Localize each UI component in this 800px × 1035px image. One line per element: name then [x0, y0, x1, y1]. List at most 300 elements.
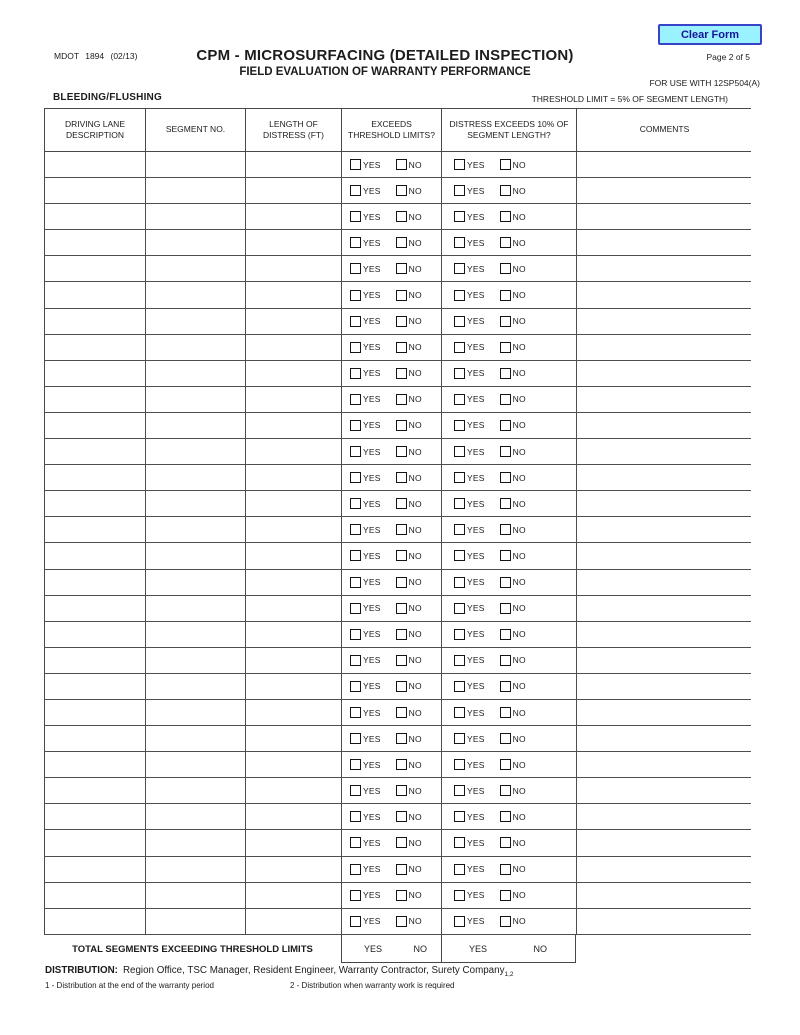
segment-no-field[interactable]: [145, 596, 245, 621]
distress-exceeds-yes-checkbox[interactable]: [454, 263, 465, 274]
exceeds-threshold-no-checkbox[interactable]: [396, 185, 407, 196]
distress-exceeds-no-checkbox[interactable]: [500, 707, 511, 718]
distress-exceeds-no-checkbox[interactable]: [500, 890, 511, 901]
distress-exceeds-no-checkbox[interactable]: [500, 185, 511, 196]
distress-exceeds-yes-checkbox[interactable]: [454, 524, 465, 535]
length-of-distress-field[interactable]: [245, 622, 341, 647]
exceeds-threshold-no-checkbox[interactable]: [396, 290, 407, 301]
comments-field[interactable]: [576, 282, 752, 307]
length-of-distress-field[interactable]: [245, 648, 341, 673]
driving-lane-field[interactable]: [45, 752, 145, 777]
comments-field[interactable]: [576, 309, 752, 334]
distress-exceeds-no-checkbox[interactable]: [500, 263, 511, 274]
exceeds-threshold-yes-checkbox[interactable]: [350, 837, 361, 848]
distress-exceeds-no-checkbox[interactable]: [500, 498, 511, 509]
comments-field[interactable]: [576, 674, 752, 699]
comments-field[interactable]: [576, 204, 752, 229]
driving-lane-field[interactable]: [45, 700, 145, 725]
driving-lane-field[interactable]: [45, 439, 145, 464]
distress-exceeds-yes-checkbox[interactable]: [454, 864, 465, 875]
exceeds-threshold-yes-group: [350, 290, 381, 301]
distress-exceeds-yes-checkbox[interactable]: [454, 420, 465, 431]
length-of-distress-field[interactable]: [245, 752, 341, 777]
length-of-distress-field[interactable]: [245, 804, 341, 829]
driving-lane-field[interactable]: [45, 413, 145, 438]
distress-exceeds-no-group: [500, 890, 526, 901]
exceeds-threshold-yes-checkbox[interactable]: [350, 550, 361, 561]
exceeds-threshold-yes-group: [350, 498, 381, 509]
distress-exceeds-yes-group: [454, 655, 485, 666]
distress-exceeds-yes-checkbox[interactable]: [454, 446, 465, 457]
exceeds-threshold-no-checkbox[interactable]: [396, 655, 407, 666]
exceeds-threshold-yes-checkbox[interactable]: [350, 707, 361, 718]
distress-exceeds-yes-checkbox[interactable]: [454, 237, 465, 248]
no-label: NO: [408, 446, 422, 457]
length-of-distress-field[interactable]: [245, 309, 341, 334]
exceeds-threshold-yes-checkbox[interactable]: [350, 916, 361, 927]
comments-field[interactable]: [576, 778, 752, 803]
comments-field[interactable]: [576, 387, 752, 412]
segment-no-field[interactable]: [145, 178, 245, 203]
distress-exceeds-yes-checkbox[interactable]: [454, 316, 465, 327]
distress-exceeds-yes-checkbox[interactable]: [454, 681, 465, 692]
distress-exceeds-no-checkbox[interactable]: [500, 655, 511, 666]
length-of-distress-field[interactable]: [245, 830, 341, 855]
distress-exceeds-no-checkbox[interactable]: [500, 316, 511, 327]
distress-exceeds-yes-checkbox[interactable]: [454, 759, 465, 770]
length-of-distress-field[interactable]: [245, 282, 341, 307]
exceeds-threshold-yes-checkbox[interactable]: [350, 759, 361, 770]
segment-no-field[interactable]: [145, 804, 245, 829]
comments-field[interactable]: [576, 752, 752, 777]
length-of-distress-field[interactable]: [245, 387, 341, 412]
exceeds-threshold-no-checkbox[interactable]: [396, 681, 407, 692]
distress-exceeds-no-checkbox[interactable]: [500, 159, 511, 170]
length-of-distress-field[interactable]: [245, 413, 341, 438]
driving-lane-field[interactable]: [45, 883, 145, 908]
exceeds-threshold-no-checkbox[interactable]: [396, 629, 407, 640]
segment-no-field[interactable]: [145, 674, 245, 699]
distress-exceeds-yes-checkbox[interactable]: [454, 368, 465, 379]
distress-exceeds-no-checkbox[interactable]: [500, 916, 511, 927]
distress-exceeds-yes-checkbox[interactable]: [454, 733, 465, 744]
length-of-distress-field[interactable]: [245, 674, 341, 699]
distress-exceeds-yes-checkbox[interactable]: [454, 916, 465, 927]
no-label: NO: [512, 446, 526, 457]
segment-no-field[interactable]: [145, 517, 245, 542]
distress-exceeds-yes-checkbox[interactable]: [454, 629, 465, 640]
length-of-distress-field[interactable]: [245, 465, 341, 490]
distress-exceeds-cell: [441, 282, 576, 307]
driving-lane-field[interactable]: [45, 204, 145, 229]
exceeds-threshold-yes-checkbox[interactable]: [350, 524, 361, 535]
no-label: NO: [408, 185, 422, 196]
yes-label: YES: [363, 603, 381, 614]
driving-lane-field[interactable]: [45, 543, 145, 568]
exceeds-threshold-no-checkbox[interactable]: [396, 420, 407, 431]
comments-field[interactable]: [576, 596, 752, 621]
comments-field[interactable]: [576, 361, 752, 386]
comments-field[interactable]: [576, 517, 752, 542]
length-of-distress-field[interactable]: [245, 596, 341, 621]
exceeds-threshold-yes-checkbox[interactable]: [350, 368, 361, 379]
exceeds-threshold-yes-checkbox[interactable]: [350, 498, 361, 509]
driving-lane-field[interactable]: [45, 387, 145, 412]
no-label: NO: [408, 864, 422, 875]
distress-exceeds-yes-checkbox[interactable]: [454, 472, 465, 483]
distress-exceeds-no-checkbox[interactable]: [500, 368, 511, 379]
exceeds-threshold-yes-checkbox[interactable]: [350, 785, 361, 796]
driving-lane-field[interactable]: [45, 282, 145, 307]
length-of-distress-field[interactable]: [245, 152, 341, 177]
driving-lane-field[interactable]: [45, 648, 145, 673]
comments-field[interactable]: [576, 804, 752, 829]
length-of-distress-field[interactable]: [245, 517, 341, 542]
yes-label: YES: [363, 237, 381, 248]
distress-exceeds-yes-checkbox[interactable]: [454, 211, 465, 222]
exceeds-threshold-yes-checkbox[interactable]: [350, 159, 361, 170]
driving-lane-field[interactable]: [45, 491, 145, 516]
driving-lane-field[interactable]: [45, 622, 145, 647]
distress-exceeds-cell: [441, 204, 576, 229]
comments-field[interactable]: [576, 230, 752, 255]
exceeds-threshold-no-checkbox[interactable]: [396, 837, 407, 848]
yes-label: YES: [363, 316, 381, 327]
distress-exceeds-no-checkbox[interactable]: [500, 811, 511, 822]
yes-label: YES: [363, 550, 381, 561]
distress-exceeds-no-checkbox[interactable]: [500, 446, 511, 457]
length-of-distress-field[interactable]: [245, 857, 341, 882]
length-of-distress-field[interactable]: [245, 178, 341, 203]
comments-field[interactable]: [576, 857, 752, 882]
comments-field[interactable]: [576, 335, 752, 360]
exceeds-threshold-yes-checkbox[interactable]: [350, 472, 361, 483]
no-label: NO: [408, 681, 422, 692]
distress-exceeds-no-group: [500, 916, 526, 927]
driving-lane-field[interactable]: [45, 674, 145, 699]
segment-no-field[interactable]: [145, 752, 245, 777]
exceeds-threshold-no-checkbox[interactable]: [396, 263, 407, 274]
segment-no-field[interactable]: [145, 465, 245, 490]
distress-exceeds-no-checkbox[interactable]: [500, 290, 511, 301]
length-of-distress-field[interactable]: [245, 883, 341, 908]
exceeds-threshold-no-checkbox[interactable]: [396, 916, 407, 927]
exceeds-threshold-no-checkbox[interactable]: [396, 864, 407, 875]
comments-field[interactable]: [576, 465, 752, 490]
exceeds-threshold-no-checkbox[interactable]: [396, 159, 407, 170]
total-exceeds-threshold-cell: [341, 935, 441, 963]
exceeds-threshold-yes-checkbox[interactable]: [350, 342, 361, 353]
distress-exceeds-yes-checkbox[interactable]: [454, 290, 465, 301]
yes-label: YES: [363, 916, 381, 927]
length-of-distress-field[interactable]: [245, 570, 341, 595]
exceeds-threshold-yes-group: [350, 785, 381, 796]
driving-lane-field[interactable]: [45, 778, 145, 803]
exceeds-threshold-no-checkbox[interactable]: [396, 342, 407, 353]
exceeds-threshold-no-checkbox[interactable]: [396, 524, 407, 535]
distress-exceeds-no-checkbox[interactable]: [500, 733, 511, 744]
segment-no-field[interactable]: [145, 230, 245, 255]
exceeds-threshold-yes-checkbox[interactable]: [350, 890, 361, 901]
distress-exceeds-yes-checkbox[interactable]: [454, 837, 465, 848]
segment-no-field[interactable]: [145, 282, 245, 307]
distress-exceeds-yes-checkbox[interactable]: [454, 785, 465, 796]
exceeds-threshold-no-checkbox[interactable]: [396, 211, 407, 222]
yes-label: YES: [363, 368, 381, 379]
distress-exceeds-no-checkbox[interactable]: [500, 577, 511, 588]
length-of-distress-field[interactable]: [245, 543, 341, 568]
exceeds-threshold-yes-checkbox[interactable]: [350, 629, 361, 640]
length-of-distress-field[interactable]: [245, 361, 341, 386]
length-of-distress-field[interactable]: [245, 778, 341, 803]
distress-exceeds-yes-checkbox[interactable]: [454, 498, 465, 509]
length-of-distress-field[interactable]: [245, 491, 341, 516]
length-of-distress-field[interactable]: [245, 204, 341, 229]
exceeds-threshold-no-checkbox[interactable]: [396, 577, 407, 588]
exceeds-threshold-no-checkbox[interactable]: [396, 890, 407, 901]
comments-field[interactable]: [576, 256, 752, 281]
distress-exceeds-yes-checkbox[interactable]: [454, 159, 465, 170]
distress-exceeds-no-checkbox[interactable]: [500, 211, 511, 222]
distress-exceeds-yes-checkbox[interactable]: [454, 890, 465, 901]
segment-no-field[interactable]: [145, 622, 245, 647]
segment-no-field[interactable]: [145, 361, 245, 386]
comments-field[interactable]: [576, 543, 752, 568]
exceeds-threshold-no-checkbox[interactable]: [396, 785, 407, 796]
exceeds-threshold-no-group: [396, 890, 422, 901]
distress-exceeds-no-checkbox[interactable]: [500, 342, 511, 353]
driving-lane-field[interactable]: [45, 465, 145, 490]
exceeds-threshold-no-group: [396, 577, 422, 588]
no-label: NO: [512, 733, 526, 744]
no-label: NO: [408, 159, 422, 170]
segment-no-field[interactable]: [145, 570, 245, 595]
exceeds-threshold-no-checkbox[interactable]: [396, 316, 407, 327]
driving-lane-field[interactable]: [45, 178, 145, 203]
driving-lane-field[interactable]: [45, 857, 145, 882]
no-label: NO: [408, 707, 422, 718]
length-of-distress-field[interactable]: [245, 230, 341, 255]
distress-exceeds-no-group: [500, 237, 526, 248]
segment-no-field[interactable]: [145, 256, 245, 281]
no-label: NO: [408, 420, 422, 431]
driving-lane-field[interactable]: [45, 804, 145, 829]
segment-no-field[interactable]: [145, 648, 245, 673]
exceeds-threshold-yes-checkbox[interactable]: [350, 811, 361, 822]
driving-lane-field[interactable]: [45, 726, 145, 751]
distress-exceeds-yes-checkbox[interactable]: [454, 342, 465, 353]
distribution-subscript: 1,2: [504, 970, 514, 978]
exceeds-threshold-no-group: [396, 290, 422, 301]
driving-lane-field[interactable]: [45, 596, 145, 621]
yes-label: YES: [363, 681, 381, 692]
distress-exceeds-no-checkbox[interactable]: [500, 394, 511, 405]
exceeds-threshold-cell: [341, 543, 441, 568]
exceeds-threshold-no-checkbox[interactable]: [396, 733, 407, 744]
comments-field[interactable]: [576, 700, 752, 725]
driving-lane-field[interactable]: [45, 152, 145, 177]
distress-exceeds-cell: [441, 178, 576, 203]
segment-no-field[interactable]: [145, 909, 245, 934]
exceeds-threshold-no-checkbox[interactable]: [396, 550, 407, 561]
footnote-1: 1 - Distribution at the end of the warranty period: [45, 981, 214, 990]
exceeds-threshold-yes-checkbox[interactable]: [350, 681, 361, 692]
comments-field[interactable]: [576, 152, 752, 177]
exceeds-threshold-yes-checkbox[interactable]: [350, 237, 361, 248]
segment-no-field[interactable]: [145, 309, 245, 334]
segment-no-field[interactable]: [145, 700, 245, 725]
distress-exceeds-no-checkbox[interactable]: [500, 864, 511, 875]
segment-no-field[interactable]: [145, 857, 245, 882]
exceeds-threshold-cell: [341, 570, 441, 595]
distress-exceeds-no-checkbox[interactable]: [500, 237, 511, 248]
exceeds-threshold-yes-checkbox[interactable]: [350, 446, 361, 457]
distress-exceeds-no-checkbox[interactable]: [500, 524, 511, 535]
comments-field[interactable]: [576, 883, 752, 908]
distress-exceeds-yes-checkbox[interactable]: [454, 707, 465, 718]
yes-label: YES: [467, 864, 485, 875]
exceeds-threshold-yes-group: [350, 185, 381, 196]
yes-label: YES: [467, 603, 485, 614]
exceeds-threshold-yes-checkbox[interactable]: [350, 290, 361, 301]
exceeds-threshold-yes-checkbox[interactable]: [350, 655, 361, 666]
comments-field[interactable]: [576, 909, 752, 934]
exceeds-threshold-yes-checkbox[interactable]: [350, 394, 361, 405]
comments-field[interactable]: [576, 622, 752, 647]
exceeds-threshold-yes-group: [350, 316, 381, 327]
exceeds-threshold-yes-checkbox[interactable]: [350, 211, 361, 222]
exceeds-threshold-yes-checkbox[interactable]: [350, 577, 361, 588]
table-row: [45, 152, 751, 178]
exceeds-threshold-yes-checkbox[interactable]: [350, 733, 361, 744]
total-row: [44, 935, 751, 963]
distress-exceeds-yes-checkbox[interactable]: [454, 811, 465, 822]
distress-exceeds-cell: [441, 152, 576, 177]
length-of-distress-field[interactable]: [245, 439, 341, 464]
yes-label: YES: [467, 237, 485, 248]
length-of-distress-field[interactable]: [245, 700, 341, 725]
distress-exceeds-yes-checkbox[interactable]: [454, 185, 465, 196]
exceeds-threshold-cell: [341, 309, 441, 334]
no-label: NO: [408, 759, 422, 770]
distress-exceeds-yes-checkbox[interactable]: [454, 655, 465, 666]
exceeds-threshold-no-checkbox[interactable]: [396, 368, 407, 379]
distress-exceeds-no-checkbox[interactable]: [500, 681, 511, 692]
exceeds-threshold-yes-checkbox[interactable]: [350, 864, 361, 875]
exceeds-threshold-cell: [341, 230, 441, 255]
segment-no-field[interactable]: [145, 491, 245, 516]
comments-field[interactable]: [576, 648, 752, 673]
distress-exceeds-no-group: [500, 316, 526, 327]
distress-exceeds-no-checkbox[interactable]: [500, 629, 511, 640]
distress-exceeds-no-checkbox[interactable]: [500, 603, 511, 614]
distress-exceeds-no-checkbox[interactable]: [500, 837, 511, 848]
driving-lane-field[interactable]: [45, 256, 145, 281]
distress-exceeds-yes-group: [454, 316, 485, 327]
segment-no-field[interactable]: [145, 830, 245, 855]
driving-lane-field[interactable]: [45, 830, 145, 855]
segment-no-field[interactable]: [145, 543, 245, 568]
distress-exceeds-no-checkbox[interactable]: [500, 472, 511, 483]
exceeds-threshold-no-checkbox[interactable]: [396, 759, 407, 770]
segment-no-field[interactable]: [145, 883, 245, 908]
comments-field[interactable]: [576, 439, 752, 464]
segment-no-field[interactable]: [145, 726, 245, 751]
comments-field[interactable]: [576, 413, 752, 438]
distress-exceeds-yes-group: [454, 498, 485, 509]
exceeds-threshold-no-group: [396, 681, 422, 692]
length-of-distress-field[interactable]: [245, 256, 341, 281]
segment-no-field[interactable]: [145, 387, 245, 412]
table-row: [45, 230, 751, 256]
distress-exceeds-yes-checkbox[interactable]: [454, 550, 465, 561]
comments-field[interactable]: [576, 491, 752, 516]
segment-no-field[interactable]: [145, 439, 245, 464]
driving-lane-field[interactable]: [45, 335, 145, 360]
length-of-distress-field[interactable]: [245, 335, 341, 360]
exceeds-threshold-no-checkbox[interactable]: [396, 811, 407, 822]
driving-lane-field[interactable]: [45, 230, 145, 255]
driving-lane-field[interactable]: [45, 361, 145, 386]
comments-field[interactable]: [576, 178, 752, 203]
exceeds-threshold-no-group: [396, 733, 422, 744]
comments-field[interactable]: [576, 726, 752, 751]
exceeds-threshold-no-checkbox[interactable]: [396, 707, 407, 718]
distress-exceeds-yes-group: [454, 864, 485, 875]
exceeds-threshold-yes-checkbox[interactable]: [350, 420, 361, 431]
exceeds-threshold-no-checkbox[interactable]: [396, 472, 407, 483]
distress-exceeds-no-group: [500, 629, 526, 640]
distress-exceeds-no-checkbox[interactable]: [500, 420, 511, 431]
exceeds-threshold-no-checkbox[interactable]: [396, 394, 407, 405]
exceeds-threshold-yes-checkbox[interactable]: [350, 603, 361, 614]
driving-lane-field[interactable]: [45, 909, 145, 934]
segment-no-field[interactable]: [145, 152, 245, 177]
comments-field[interactable]: [576, 570, 752, 595]
exceeds-threshold-yes-checkbox[interactable]: [350, 316, 361, 327]
table-row: [45, 700, 751, 726]
exceeds-threshold-cell: [341, 726, 441, 751]
distress-exceeds-yes-checkbox[interactable]: [454, 394, 465, 405]
distress-exceeds-cell: [441, 778, 576, 803]
segment-no-field[interactable]: [145, 204, 245, 229]
page-subtitle: FIELD EVALUATION OF WARRANTY PERFORMANCE: [239, 66, 531, 78]
distress-exceeds-yes-checkbox[interactable]: [454, 577, 465, 588]
exceeds-threshold-no-checkbox[interactable]: [396, 603, 407, 614]
exceeds-threshold-no-checkbox[interactable]: [396, 498, 407, 509]
exceeds-threshold-no-checkbox[interactable]: [396, 446, 407, 457]
comments-field[interactable]: [576, 830, 752, 855]
segment-no-field[interactable]: [145, 413, 245, 438]
segment-no-field[interactable]: [145, 778, 245, 803]
exceeds-threshold-no-checkbox[interactable]: [396, 237, 407, 248]
distress-exceeds-no-checkbox[interactable]: [500, 759, 511, 770]
clear-form-button[interactable]: Clear Form: [658, 24, 762, 45]
exceeds-threshold-yes-checkbox[interactable]: [350, 185, 361, 196]
driving-lane-field[interactable]: [45, 570, 145, 595]
driving-lane-field[interactable]: [45, 517, 145, 542]
yes-label: YES: [363, 811, 381, 822]
segment-no-field[interactable]: [145, 335, 245, 360]
length-of-distress-field[interactable]: [245, 726, 341, 751]
distress-exceeds-cell: [441, 465, 576, 490]
driving-lane-field[interactable]: [45, 309, 145, 334]
exceeds-threshold-yes-checkbox[interactable]: [350, 263, 361, 274]
distress-exceeds-no-checkbox[interactable]: [500, 785, 511, 796]
distress-exceeds-yes-checkbox[interactable]: [454, 603, 465, 614]
length-of-distress-field[interactable]: [245, 909, 341, 934]
distress-exceeds-no-checkbox[interactable]: [500, 550, 511, 561]
